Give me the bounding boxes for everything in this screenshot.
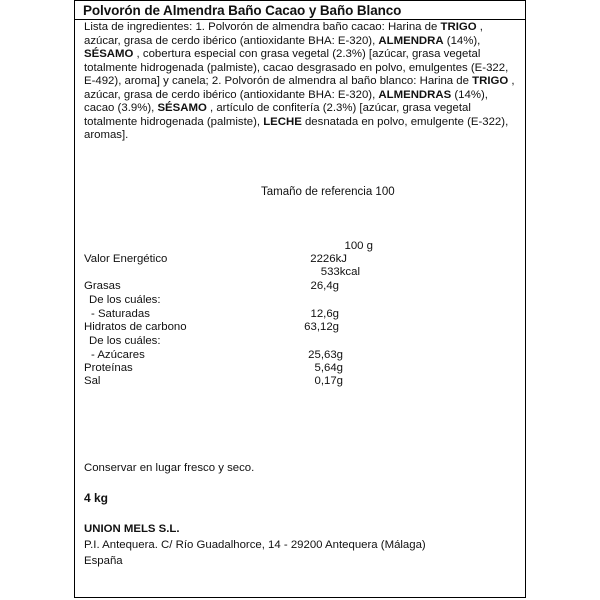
allergen-highlight: ALMENDRA xyxy=(378,34,444,47)
allergen-highlight: TRIGO xyxy=(440,21,477,33)
company-country: España xyxy=(84,555,123,567)
nutrition-label-of-which-2: De los cuáles: xyxy=(89,335,161,347)
nutrition-value-fat: 26,4g xyxy=(310,280,339,292)
title-divider xyxy=(75,19,525,20)
ingredients-text: , azúcar, grasa de cerdo ibérico (antioxidante BHA: E-320), xyxy=(84,21,483,47)
product-title: Polvorón de Almendra Baño Cacao y Baño Blanco xyxy=(83,3,402,18)
allergen-highlight: SÉSAMO xyxy=(84,48,134,60)
storage-instructions: Conservar en lugar fresco y seco. xyxy=(84,462,255,474)
ingredients-text: (14%), xyxy=(443,34,481,47)
nutrition-label-saturated: - Saturadas xyxy=(91,308,150,320)
nutrition-label-of-which-1: De los cuáles: xyxy=(89,294,161,306)
nutrition-label-energy: Valor Energético xyxy=(84,253,168,265)
nutrition-value-saturated: 12,6g xyxy=(310,308,339,320)
allergen-highlight: SÉSAMO xyxy=(157,102,207,114)
ingredients-list xyxy=(84,21,516,143)
company-name: UNION MELS S.L. xyxy=(84,523,180,535)
ingredients-text: , cobertura especial con grasa vegetal (2.3%) [azúcar, grasa vegetal totalmente hidrogenada (palmiste), cacao desgrasado en polvo, emulgentes (E-322, E-492), aroma] y canela; 2. Polvorón de almendra al baño blanco: Harina de xyxy=(84,48,509,87)
allergen-highlight: ALMENDRAS xyxy=(378,88,452,101)
ingredients-text: (14%), cacao (3.9%), xyxy=(84,88,488,114)
nutrition-value-sugars: 25,63g xyxy=(308,349,343,361)
nutrition-header: 100 g xyxy=(344,240,373,252)
ingredients-text: , azúcar, grasa de cerdo ibérico (antioxidante BHA: E-320), xyxy=(84,75,515,101)
nutrition-value-protein: 5,64g xyxy=(314,362,343,374)
net-weight: 4 kg xyxy=(84,491,109,505)
allergen-highlight: TRIGO xyxy=(472,75,509,87)
reference-size: Tamaño de referencia 100 xyxy=(261,186,395,198)
nutrition-value-carbs: 63,12g xyxy=(304,321,339,333)
nutrition-label-protein: Proteínas xyxy=(84,362,133,374)
nutrition-label-sugars: - Azúcares xyxy=(91,349,145,361)
company-address: P.I. Antequera. C/ Río Guadalhorce, 14 - 29200 Antequera (Málaga) xyxy=(84,539,426,551)
ingredients-text: Lista de ingredientes: 1. Polvorón de almendra baño cacao: Harina de xyxy=(84,21,441,33)
ingredients-text: desnatada en polvo, emulgente (E-322), aromas]. xyxy=(84,115,509,141)
nutrition-label-carbs: Hidratos de carbono xyxy=(84,321,187,333)
ingredients-text: , artículo de confitería (2.3%) [azúcar, grasa vegetal totalmente hidrogenada (palmiste), xyxy=(84,102,471,128)
nutrition-value-energy-kcal: 533kcal xyxy=(320,266,360,278)
allergen-highlight: LECHE xyxy=(263,115,302,128)
nutrition-label-fat: Grasas xyxy=(84,280,121,292)
nutrition-value-salt: 0,17g xyxy=(314,375,343,387)
product-label xyxy=(74,0,526,598)
nutrition-value-energy-kj: 2226kJ xyxy=(310,253,347,265)
nutrition-label-salt: Sal xyxy=(84,375,101,387)
